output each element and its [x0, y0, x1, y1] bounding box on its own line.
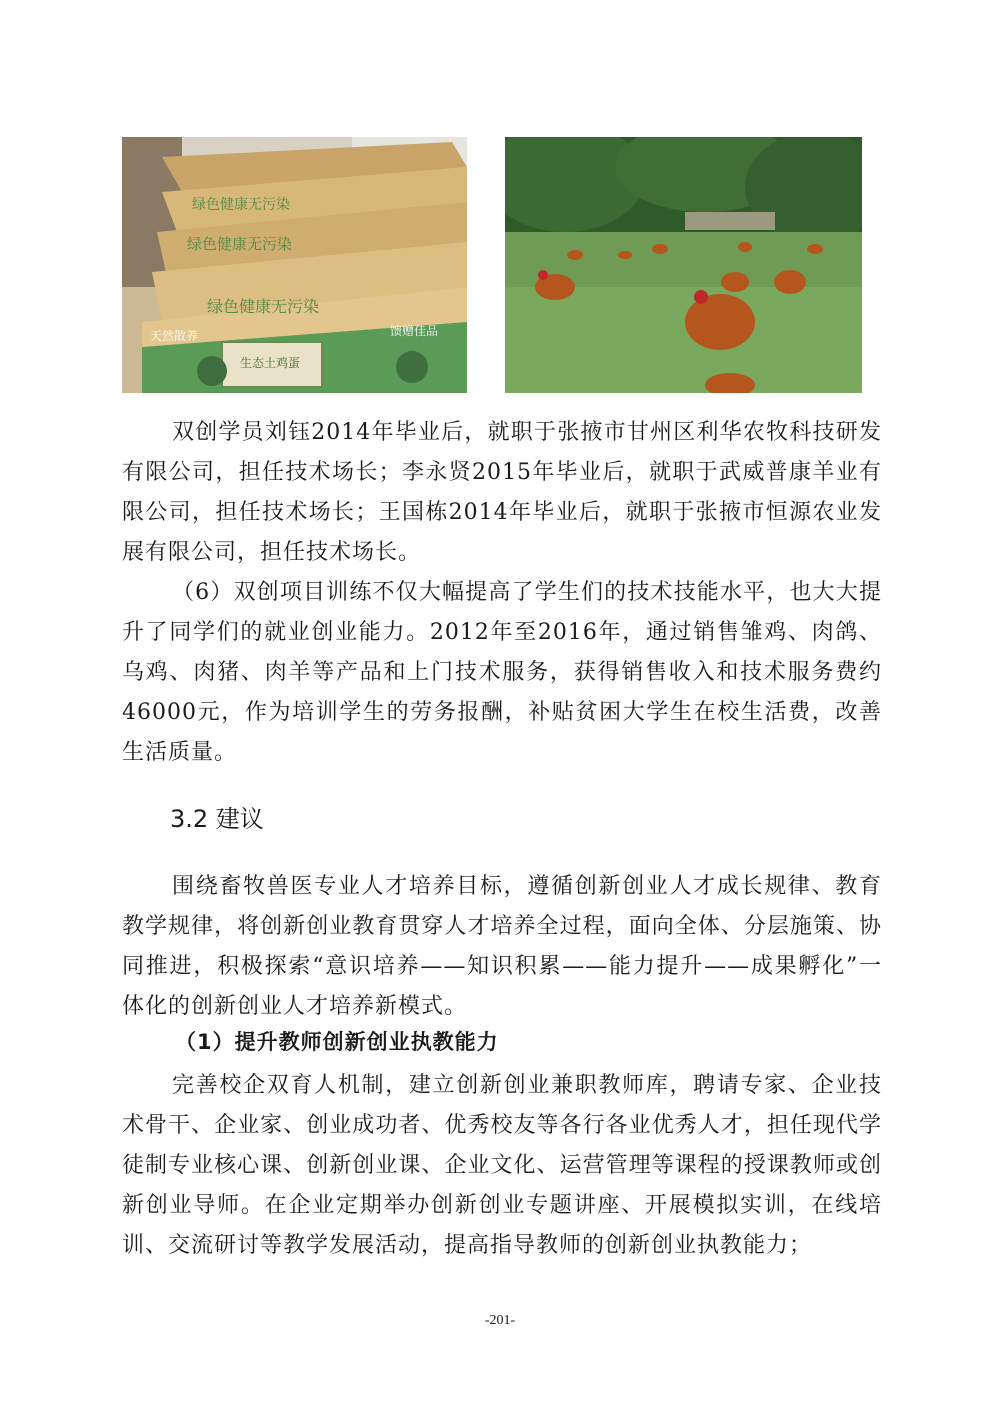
body-block-2	[122, 867, 882, 1027]
box-front-text: 绿色健康无污染	[207, 297, 320, 316]
box-top-text-1: 绿色健康无污染	[192, 197, 290, 213]
photo-row	[122, 137, 862, 393]
section-heading: 3.2 建议	[170, 805, 264, 833]
subheading-teacher-ability: （1）提升教师创新创业执教能力	[175, 1030, 499, 1054]
egg-box-image	[122, 137, 467, 393]
chickens-photo	[505, 137, 862, 393]
chickens-image	[505, 137, 862, 393]
page-number: -201-	[484, 1313, 516, 1328]
paragraph-teacher: 完善校企双育人机制，建立创新创业兼职教师库，聘请专家、企业技术骨干、企业家、创业成功者、优秀校友等各行各业优秀人才，担任现代学徒制专业核心课、创新创业课、企业文化、运营管理等课程的授课教师或创新创业导师。在企业定期举办创新创业专题讲座、开展模拟实训，在线培训、交流研讨等教学发展活动，提高指导教师的创新创业执教能力；	[122, 1073, 882, 1258]
box-center-label: 生态土鸡蛋	[240, 356, 301, 370]
egg-box-photo	[122, 137, 467, 393]
box-top-text-2: 绿色健康无污染	[187, 235, 293, 253]
box-label-right: 馈赠佳品	[390, 324, 439, 338]
box-label-left: 天然散养	[150, 329, 199, 343]
paragraph-income: （6）双创项目训练不仅大幅提高了学生们的技术技能水平，也大大提升了同学们的就业创业能力。2012年至2016年，通过销售雏鸡、肉鸽、乌鸡、肉猪、肉羊等产品和上门技术服务，获得销售收入和技术服务费约46000元，作为培训学生的劳务报酬，补贴贫困大学生在校生活费，改善生活质量。	[122, 580, 882, 765]
body-block-3	[122, 1066, 882, 1266]
paragraph-goal: 围绕畜牧兽医专业人才培养目标，遵循创新创业人才成长规律、教育教学规律，将创新创业教育贯穿人才培养全过程，面向全体、分层施策、协同推进，积极探索“意识培养——知识积累——能力提升——成果孵化”一体化的创新创业人才培养新模式。	[122, 874, 882, 1019]
paragraph-graduates: 双创学员刘钰2014年毕业后，就职于张掖市甘州区利华农牧科技研发有限公司，担任技术场长；李永贤2015年毕业后，就职于武威普康羊业有限公司，担任技术场长；王国栋2014年毕业后，就职于张掖市恒源农业发展有限公司，担任技术场长。	[122, 420, 882, 565]
body-block-1	[122, 413, 882, 773]
